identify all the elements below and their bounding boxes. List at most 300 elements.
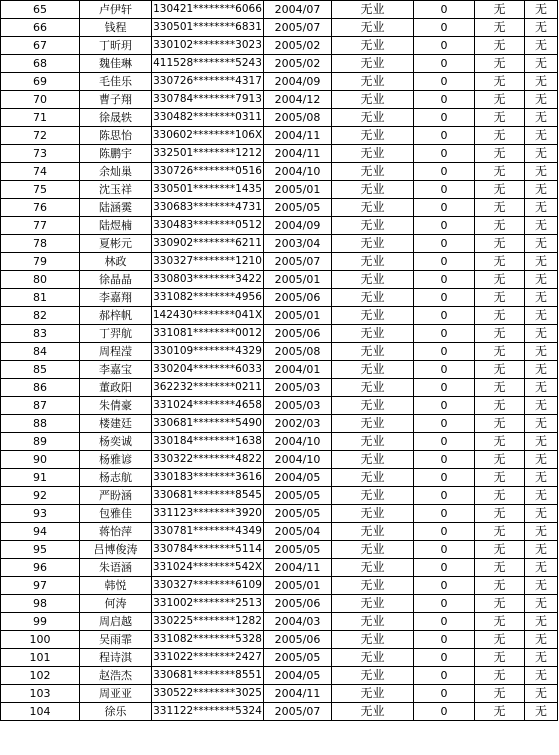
flag-b-cell: 无 — [525, 181, 558, 199]
name-cell: 程诗淇 — [80, 649, 152, 667]
flag-a-cell: 无 — [475, 1, 525, 19]
row-number-cell: 77 — [1, 217, 80, 235]
id-number-cell: 130421********6066 — [152, 1, 264, 19]
id-number-cell: 330225********1282 — [152, 613, 264, 631]
flag-a-cell: 无 — [475, 595, 525, 613]
date-cell: 2005/08 — [264, 343, 332, 361]
count-cell: 0 — [414, 343, 475, 361]
flag-b-cell: 无 — [525, 631, 558, 649]
count-cell: 0 — [414, 73, 475, 91]
count-cell: 0 — [414, 415, 475, 433]
count-cell: 0 — [414, 631, 475, 649]
flag-a-cell: 无 — [475, 19, 525, 37]
row-number-cell: 68 — [1, 55, 80, 73]
date-cell: 2002/03 — [264, 415, 332, 433]
row-number-cell: 66 — [1, 19, 80, 37]
name-cell: 韩悦 — [80, 577, 152, 595]
flag-b-cell: 无 — [525, 199, 558, 217]
flag-b-cell: 无 — [525, 595, 558, 613]
flag-a-cell: 无 — [475, 253, 525, 271]
flag-b-cell: 无 — [525, 433, 558, 451]
name-cell: 周程滢 — [80, 343, 152, 361]
name-cell: 陆涵霙 — [80, 199, 152, 217]
date-cell: 2004/01 — [264, 361, 332, 379]
flag-b-cell: 无 — [525, 1, 558, 19]
count-cell: 0 — [414, 505, 475, 523]
date-cell: 2004/09 — [264, 73, 332, 91]
flag-b-cell: 无 — [525, 55, 558, 73]
date-cell: 2005/07 — [264, 703, 332, 721]
date-cell: 2004/11 — [264, 127, 332, 145]
employment-cell: 无业 — [332, 541, 414, 559]
count-cell: 0 — [414, 613, 475, 631]
flag-b-cell: 无 — [525, 667, 558, 685]
row-number-cell: 82 — [1, 307, 80, 325]
table-row — [1, 307, 558, 325]
table-row — [1, 163, 558, 181]
flag-a-cell: 无 — [475, 577, 525, 595]
table-row — [1, 235, 558, 253]
table-row — [1, 343, 558, 361]
row-number-cell: 83 — [1, 325, 80, 343]
row-number-cell: 93 — [1, 505, 80, 523]
flag-b-cell: 无 — [525, 235, 558, 253]
name-cell: 李嘉翔 — [80, 289, 152, 307]
flag-a-cell: 无 — [475, 505, 525, 523]
date-cell: 2005/01 — [264, 271, 332, 289]
count-cell: 0 — [414, 667, 475, 685]
date-cell: 2005/01 — [264, 307, 332, 325]
row-number-cell: 76 — [1, 199, 80, 217]
name-cell: 李嘉宝 — [80, 361, 152, 379]
flag-a-cell: 无 — [475, 235, 525, 253]
table-row — [1, 577, 558, 595]
flag-b-cell: 无 — [525, 19, 558, 37]
flag-b-cell: 无 — [525, 163, 558, 181]
id-number-cell: 330726********0516 — [152, 163, 264, 181]
date-cell: 2005/05 — [264, 541, 332, 559]
flag-a-cell: 无 — [475, 325, 525, 343]
id-number-cell: 330602********106X — [152, 127, 264, 145]
name-cell: 董政阳 — [80, 379, 152, 397]
flag-a-cell: 无 — [475, 307, 525, 325]
employment-cell: 无业 — [332, 55, 414, 73]
name-cell: 楼建廷 — [80, 415, 152, 433]
date-cell: 2005/05 — [264, 199, 332, 217]
name-cell: 卢伊轩 — [80, 1, 152, 19]
employment-cell: 无业 — [332, 433, 414, 451]
flag-a-cell: 无 — [475, 541, 525, 559]
count-cell: 0 — [414, 703, 475, 721]
date-cell: 2005/05 — [264, 649, 332, 667]
flag-b-cell: 无 — [525, 703, 558, 721]
id-number-cell: 331082********5328 — [152, 631, 264, 649]
count-cell: 0 — [414, 19, 475, 37]
employment-cell: 无业 — [332, 667, 414, 685]
count-cell: 0 — [414, 433, 475, 451]
date-cell: 2005/05 — [264, 505, 332, 523]
count-cell: 0 — [414, 361, 475, 379]
name-cell: 丁昕玥 — [80, 37, 152, 55]
flag-b-cell: 无 — [525, 271, 558, 289]
table-row — [1, 523, 558, 541]
employment-cell: 无业 — [332, 343, 414, 361]
flag-b-cell: 无 — [525, 379, 558, 397]
flag-a-cell: 无 — [475, 667, 525, 685]
table-row — [1, 649, 558, 667]
employment-cell: 无业 — [332, 523, 414, 541]
employment-cell: 无业 — [332, 397, 414, 415]
date-cell: 2005/01 — [264, 577, 332, 595]
flag-a-cell: 无 — [475, 55, 525, 73]
date-cell: 2005/06 — [264, 289, 332, 307]
date-cell: 2004/12 — [264, 91, 332, 109]
date-cell: 2005/06 — [264, 595, 332, 613]
row-number-cell: 78 — [1, 235, 80, 253]
table-row — [1, 73, 558, 91]
flag-b-cell: 无 — [525, 577, 558, 595]
count-cell: 0 — [414, 685, 475, 703]
employment-cell: 无业 — [332, 451, 414, 469]
flag-b-cell: 无 — [525, 307, 558, 325]
name-cell: 陈思怡 — [80, 127, 152, 145]
date-cell: 2004/11 — [264, 685, 332, 703]
flag-b-cell: 无 — [525, 127, 558, 145]
table-row — [1, 433, 558, 451]
count-cell: 0 — [414, 325, 475, 343]
count-cell: 0 — [414, 397, 475, 415]
table-row — [1, 253, 558, 271]
count-cell: 0 — [414, 595, 475, 613]
name-cell: 杨志航 — [80, 469, 152, 487]
employment-cell: 无业 — [332, 127, 414, 145]
date-cell: 2004/11 — [264, 559, 332, 577]
name-cell: 周启越 — [80, 613, 152, 631]
date-cell: 2004/05 — [264, 667, 332, 685]
count-cell: 0 — [414, 199, 475, 217]
row-number-cell: 90 — [1, 451, 80, 469]
table-row — [1, 109, 558, 127]
flag-a-cell: 无 — [475, 631, 525, 649]
date-cell: 2004/11 — [264, 145, 332, 163]
employment-cell: 无业 — [332, 199, 414, 217]
name-cell: 钱程 — [80, 19, 152, 37]
employment-cell: 无业 — [332, 487, 414, 505]
page-bottom-margin — [0, 743, 559, 755]
row-number-cell: 101 — [1, 649, 80, 667]
table-row — [1, 505, 558, 523]
table-row — [1, 37, 558, 55]
table-row — [1, 415, 558, 433]
id-number-cell: 331082********4956 — [152, 289, 264, 307]
name-cell: 周亚亚 — [80, 685, 152, 703]
count-cell: 0 — [414, 145, 475, 163]
flag-b-cell: 无 — [525, 613, 558, 631]
flag-a-cell: 无 — [475, 703, 525, 721]
employment-cell: 无业 — [332, 91, 414, 109]
table-row — [1, 541, 558, 559]
row-number-cell: 96 — [1, 559, 80, 577]
flag-a-cell: 无 — [475, 91, 525, 109]
table-row — [1, 595, 558, 613]
row-number-cell: 104 — [1, 703, 80, 721]
employment-cell: 无业 — [332, 595, 414, 613]
flag-b-cell: 无 — [525, 361, 558, 379]
id-number-cell: 411528********5243 — [152, 55, 264, 73]
id-number-cell: 331123********3920 — [152, 505, 264, 523]
count-cell: 0 — [414, 451, 475, 469]
row-number-cell: 75 — [1, 181, 80, 199]
row-number-cell: 87 — [1, 397, 80, 415]
date-cell: 2004/03 — [264, 613, 332, 631]
id-number-cell: 330501********6831 — [152, 19, 264, 37]
table-row — [1, 397, 558, 415]
id-number-cell: 331122********5324 — [152, 703, 264, 721]
row-number-cell: 103 — [1, 685, 80, 703]
flag-a-cell: 无 — [475, 145, 525, 163]
count-cell: 0 — [414, 559, 475, 577]
count-cell: 0 — [414, 253, 475, 271]
id-number-cell: 330322********4822 — [152, 451, 264, 469]
flag-a-cell: 无 — [475, 613, 525, 631]
flag-b-cell: 无 — [525, 505, 558, 523]
row-number-cell: 92 — [1, 487, 80, 505]
table-row — [1, 127, 558, 145]
flag-b-cell: 无 — [525, 37, 558, 55]
flag-a-cell: 无 — [475, 559, 525, 577]
id-number-cell: 330726********4317 — [152, 73, 264, 91]
name-cell: 徐晟轶 — [80, 109, 152, 127]
name-cell: 杨奕诚 — [80, 433, 152, 451]
name-cell: 林政 — [80, 253, 152, 271]
employment-cell: 无业 — [332, 703, 414, 721]
employment-cell: 无业 — [332, 217, 414, 235]
employment-cell: 无业 — [332, 181, 414, 199]
date-cell: 2005/07 — [264, 253, 332, 271]
count-cell: 0 — [414, 271, 475, 289]
id-number-cell: 330204********6033 — [152, 361, 264, 379]
name-cell: 朱语涵 — [80, 559, 152, 577]
id-number-cell: 330501********1435 — [152, 181, 264, 199]
flag-b-cell: 无 — [525, 415, 558, 433]
id-number-cell: 330327********6109 — [152, 577, 264, 595]
count-cell: 0 — [414, 217, 475, 235]
id-number-cell: 331002********2513 — [152, 595, 264, 613]
flag-a-cell: 无 — [475, 415, 525, 433]
name-cell: 丁羿航 — [80, 325, 152, 343]
date-cell: 2005/06 — [264, 325, 332, 343]
row-number-cell: 88 — [1, 415, 80, 433]
flag-b-cell: 无 — [525, 73, 558, 91]
flag-a-cell: 无 — [475, 199, 525, 217]
flag-b-cell: 无 — [525, 253, 558, 271]
name-cell: 吴雨霏 — [80, 631, 152, 649]
id-number-cell: 331024********4658 — [152, 397, 264, 415]
id-number-cell: 330803********3422 — [152, 271, 264, 289]
flag-a-cell: 无 — [475, 451, 525, 469]
count-cell: 0 — [414, 235, 475, 253]
employment-cell: 无业 — [332, 163, 414, 181]
employment-cell: 无业 — [332, 145, 414, 163]
date-cell: 2005/03 — [264, 397, 332, 415]
table-row — [1, 271, 558, 289]
name-cell: 杨雅谚 — [80, 451, 152, 469]
count-cell: 0 — [414, 523, 475, 541]
flag-b-cell: 无 — [525, 325, 558, 343]
row-number-cell: 95 — [1, 541, 80, 559]
employment-cell: 无业 — [332, 559, 414, 577]
date-cell: 2004/10 — [264, 451, 332, 469]
flag-a-cell: 无 — [475, 487, 525, 505]
flag-b-cell: 无 — [525, 523, 558, 541]
employment-cell: 无业 — [332, 577, 414, 595]
table-row — [1, 145, 558, 163]
flag-a-cell: 无 — [475, 37, 525, 55]
count-cell: 0 — [414, 307, 475, 325]
name-cell: 朱倩豪 — [80, 397, 152, 415]
count-cell: 0 — [414, 649, 475, 667]
date-cell: 2005/03 — [264, 379, 332, 397]
row-number-cell: 70 — [1, 91, 80, 109]
employment-cell: 无业 — [332, 631, 414, 649]
flag-a-cell: 无 — [475, 109, 525, 127]
count-cell: 0 — [414, 487, 475, 505]
flag-b-cell: 无 — [525, 541, 558, 559]
date-cell: 2005/06 — [264, 631, 332, 649]
flag-a-cell: 无 — [475, 469, 525, 487]
table-row — [1, 91, 558, 109]
employment-cell: 无业 — [332, 253, 414, 271]
name-cell: 毛佳乐 — [80, 73, 152, 91]
flag-b-cell: 无 — [525, 145, 558, 163]
flag-a-cell: 无 — [475, 685, 525, 703]
flag-a-cell: 无 — [475, 361, 525, 379]
id-number-cell: 142430********041X — [152, 307, 264, 325]
date-cell: 2004/10 — [264, 433, 332, 451]
flag-b-cell: 无 — [525, 685, 558, 703]
count-cell: 0 — [414, 37, 475, 55]
id-number-cell: 330784********5114 — [152, 541, 264, 559]
flag-a-cell: 无 — [475, 397, 525, 415]
id-number-cell: 330184********1638 — [152, 433, 264, 451]
row-number-cell: 74 — [1, 163, 80, 181]
count-cell: 0 — [414, 55, 475, 73]
table-row — [1, 217, 558, 235]
date-cell: 2004/05 — [264, 469, 332, 487]
date-cell: 2005/02 — [264, 37, 332, 55]
employment-cell: 无业 — [332, 649, 414, 667]
flag-b-cell: 无 — [525, 649, 558, 667]
table-row — [1, 1, 558, 19]
employment-cell: 无业 — [332, 109, 414, 127]
row-number-cell: 67 — [1, 37, 80, 55]
table-row — [1, 667, 558, 685]
count-cell: 0 — [414, 577, 475, 595]
id-number-cell: 362232********0211 — [152, 379, 264, 397]
name-cell: 吕博俊涛 — [80, 541, 152, 559]
row-number-cell: 89 — [1, 433, 80, 451]
flag-b-cell: 无 — [525, 91, 558, 109]
flag-a-cell: 无 — [475, 181, 525, 199]
id-number-cell: 331024********542X — [152, 559, 264, 577]
name-cell: 郝梓帆 — [80, 307, 152, 325]
row-number-cell: 91 — [1, 469, 80, 487]
count-cell: 0 — [414, 469, 475, 487]
table-row — [1, 451, 558, 469]
row-number-cell: 98 — [1, 595, 80, 613]
id-number-cell: 330781********4349 — [152, 523, 264, 541]
count-cell: 0 — [414, 109, 475, 127]
table-row — [1, 181, 558, 199]
table-row — [1, 19, 558, 37]
name-cell: 严盼涵 — [80, 487, 152, 505]
id-number-cell: 330109********4329 — [152, 343, 264, 361]
id-number-cell: 330681********8551 — [152, 667, 264, 685]
id-number-cell: 330902********6211 — [152, 235, 264, 253]
flag-a-cell: 无 — [475, 523, 525, 541]
id-number-cell: 331081********0012 — [152, 325, 264, 343]
employment-cell: 无业 — [332, 1, 414, 19]
name-cell: 曹子翔 — [80, 91, 152, 109]
row-number-cell: 97 — [1, 577, 80, 595]
employment-cell: 无业 — [332, 307, 414, 325]
table-row — [1, 469, 558, 487]
table-row — [1, 703, 558, 721]
id-number-cell: 330102********3023 — [152, 37, 264, 55]
row-number-cell: 79 — [1, 253, 80, 271]
row-number-cell: 99 — [1, 613, 80, 631]
id-number-cell: 330482********0311 — [152, 109, 264, 127]
name-cell: 陆煜楠 — [80, 217, 152, 235]
name-cell: 余灿巢 — [80, 163, 152, 181]
count-cell: 0 — [414, 163, 475, 181]
flag-a-cell: 无 — [475, 163, 525, 181]
id-number-cell: 330784********7913 — [152, 91, 264, 109]
employment-cell: 无业 — [332, 685, 414, 703]
date-cell: 2005/05 — [264, 487, 332, 505]
flag-b-cell: 无 — [525, 559, 558, 577]
name-cell: 赵浩杰 — [80, 667, 152, 685]
count-cell: 0 — [414, 289, 475, 307]
row-number-cell: 86 — [1, 379, 80, 397]
date-cell: 2005/07 — [264, 19, 332, 37]
flag-a-cell: 无 — [475, 289, 525, 307]
employment-cell: 无业 — [332, 613, 414, 631]
count-cell: 0 — [414, 379, 475, 397]
table-row — [1, 487, 558, 505]
date-cell: 2003/04 — [264, 235, 332, 253]
employment-cell: 无业 — [332, 469, 414, 487]
count-cell: 0 — [414, 181, 475, 199]
employment-cell: 无业 — [332, 289, 414, 307]
flag-b-cell: 无 — [525, 487, 558, 505]
name-cell: 包雅佳 — [80, 505, 152, 523]
table-row — [1, 289, 558, 307]
flag-b-cell: 无 — [525, 451, 558, 469]
flag-a-cell: 无 — [475, 343, 525, 361]
employment-cell: 无业 — [332, 235, 414, 253]
date-cell: 2005/01 — [264, 181, 332, 199]
table-row — [1, 379, 558, 397]
date-cell: 2005/04 — [264, 523, 332, 541]
date-cell: 2004/07 — [264, 1, 332, 19]
id-number-cell: 330681********8545 — [152, 487, 264, 505]
row-number-cell: 80 — [1, 271, 80, 289]
name-cell: 陈鹏宇 — [80, 145, 152, 163]
employment-cell: 无业 — [332, 415, 414, 433]
name-cell: 夏彬元 — [80, 235, 152, 253]
employment-cell: 无业 — [332, 19, 414, 37]
